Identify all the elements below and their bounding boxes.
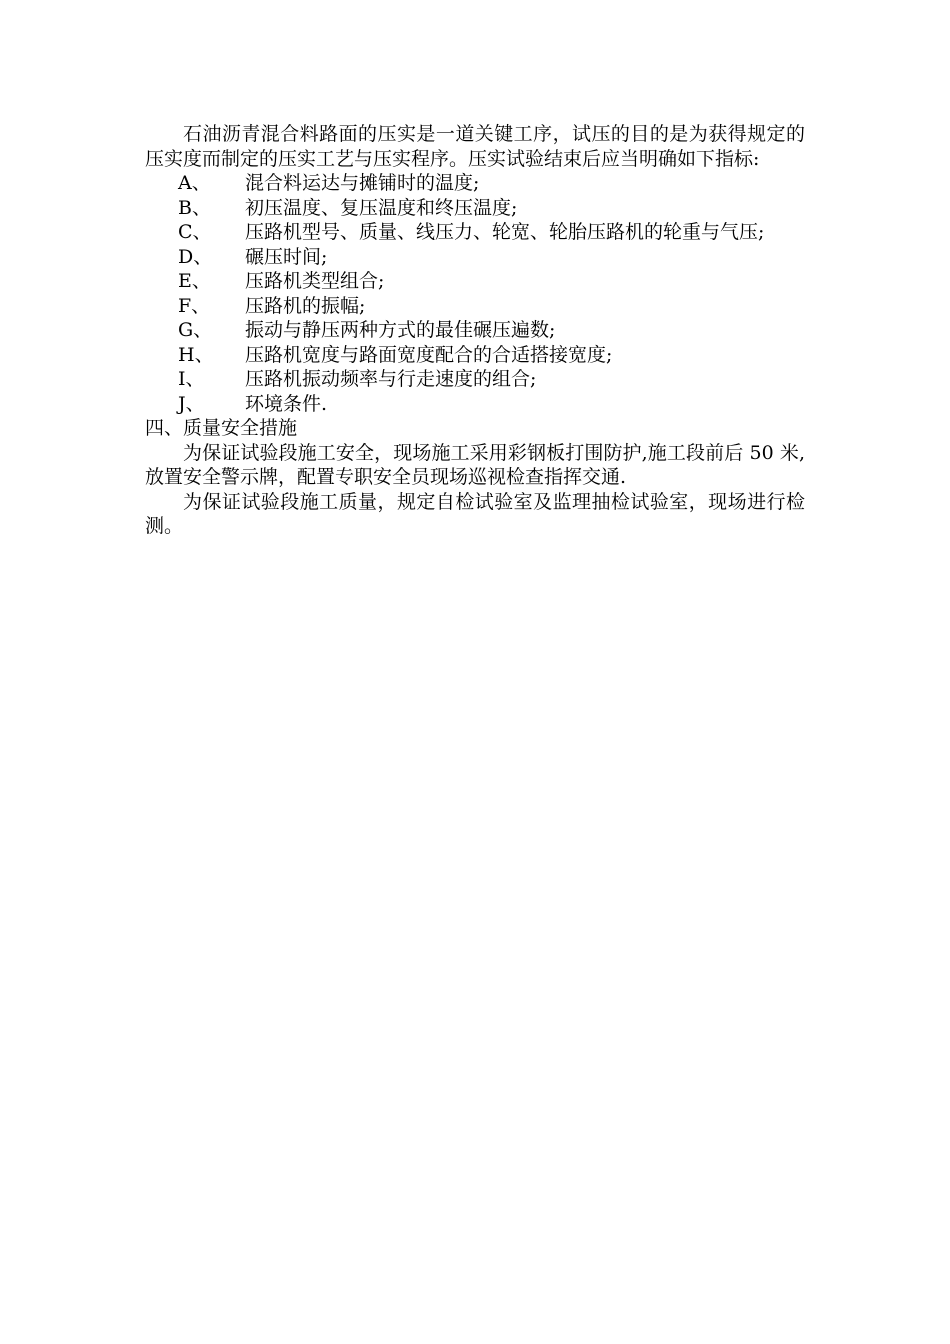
list-item-text: 压路机的振幅;	[245, 294, 366, 317]
section-heading: 四、质量安全措施	[145, 417, 298, 439]
list-marker: F、	[178, 294, 211, 317]
list-item-text: 压路机振动频率与行走速度的组合;	[245, 368, 537, 390]
list-item	[145, 269, 805, 294]
list-marker: G、	[178, 319, 213, 341]
list-item-text: 碾压时间;	[245, 245, 328, 268]
document-body	[145, 122, 805, 539]
list-item-text: 振动与静压两种方式的最佳碾压遍数;	[245, 319, 556, 341]
list-marker: E、	[178, 270, 211, 292]
list-item	[145, 343, 805, 368]
list-marker: C、	[178, 221, 212, 243]
list-item	[145, 392, 805, 417]
list-item-text: 环境条件.	[245, 392, 328, 415]
indicator-list	[145, 171, 805, 416]
list-item	[145, 294, 805, 319]
list-item-text: 压路机宽度与路面宽度配合的合适搭接宽度;	[245, 343, 613, 366]
list-item	[145, 318, 805, 343]
intro-paragraph: 石油沥青混合料路面的压实是一道关键工序，试压的目的是为获得规定的压实度而制定的压实工艺与压实程序。压实试验结束后应当明确如下指标:	[145, 123, 805, 170]
list-item	[145, 196, 805, 221]
list-item-text: 初压温度、复压温度和终压温度;	[245, 196, 518, 219]
list-marker: H、	[178, 343, 214, 366]
list-item	[145, 220, 805, 245]
list-item	[145, 245, 805, 270]
list-item-text: 压路机型号、质量、线压力、轮宽、轮胎压路机的轮重与气压;	[245, 221, 765, 243]
list-item	[145, 367, 805, 392]
list-marker: B、	[178, 196, 211, 219]
quality-paragraph: 为保证试验段施工质量，规定自检试验室及监理抽检试验室，现场进行检测。	[145, 490, 805, 537]
list-marker: D、	[178, 245, 213, 268]
list-marker: J、	[178, 392, 205, 415]
list-marker: A、	[178, 172, 211, 194]
list-item-text: 压路机类型组合;	[245, 270, 385, 292]
list-item	[145, 171, 805, 196]
list-item-text: 混合料运达与摊铺时的温度;	[245, 172, 480, 194]
list-marker: I、	[178, 368, 205, 390]
safety-paragraph: 为保证试验段施工安全，现场施工采用彩钢板打围防护,施工段前后 50 米,放置安全警示牌，配置专职安全员现场巡视检查指挥交通.	[145, 441, 805, 488]
